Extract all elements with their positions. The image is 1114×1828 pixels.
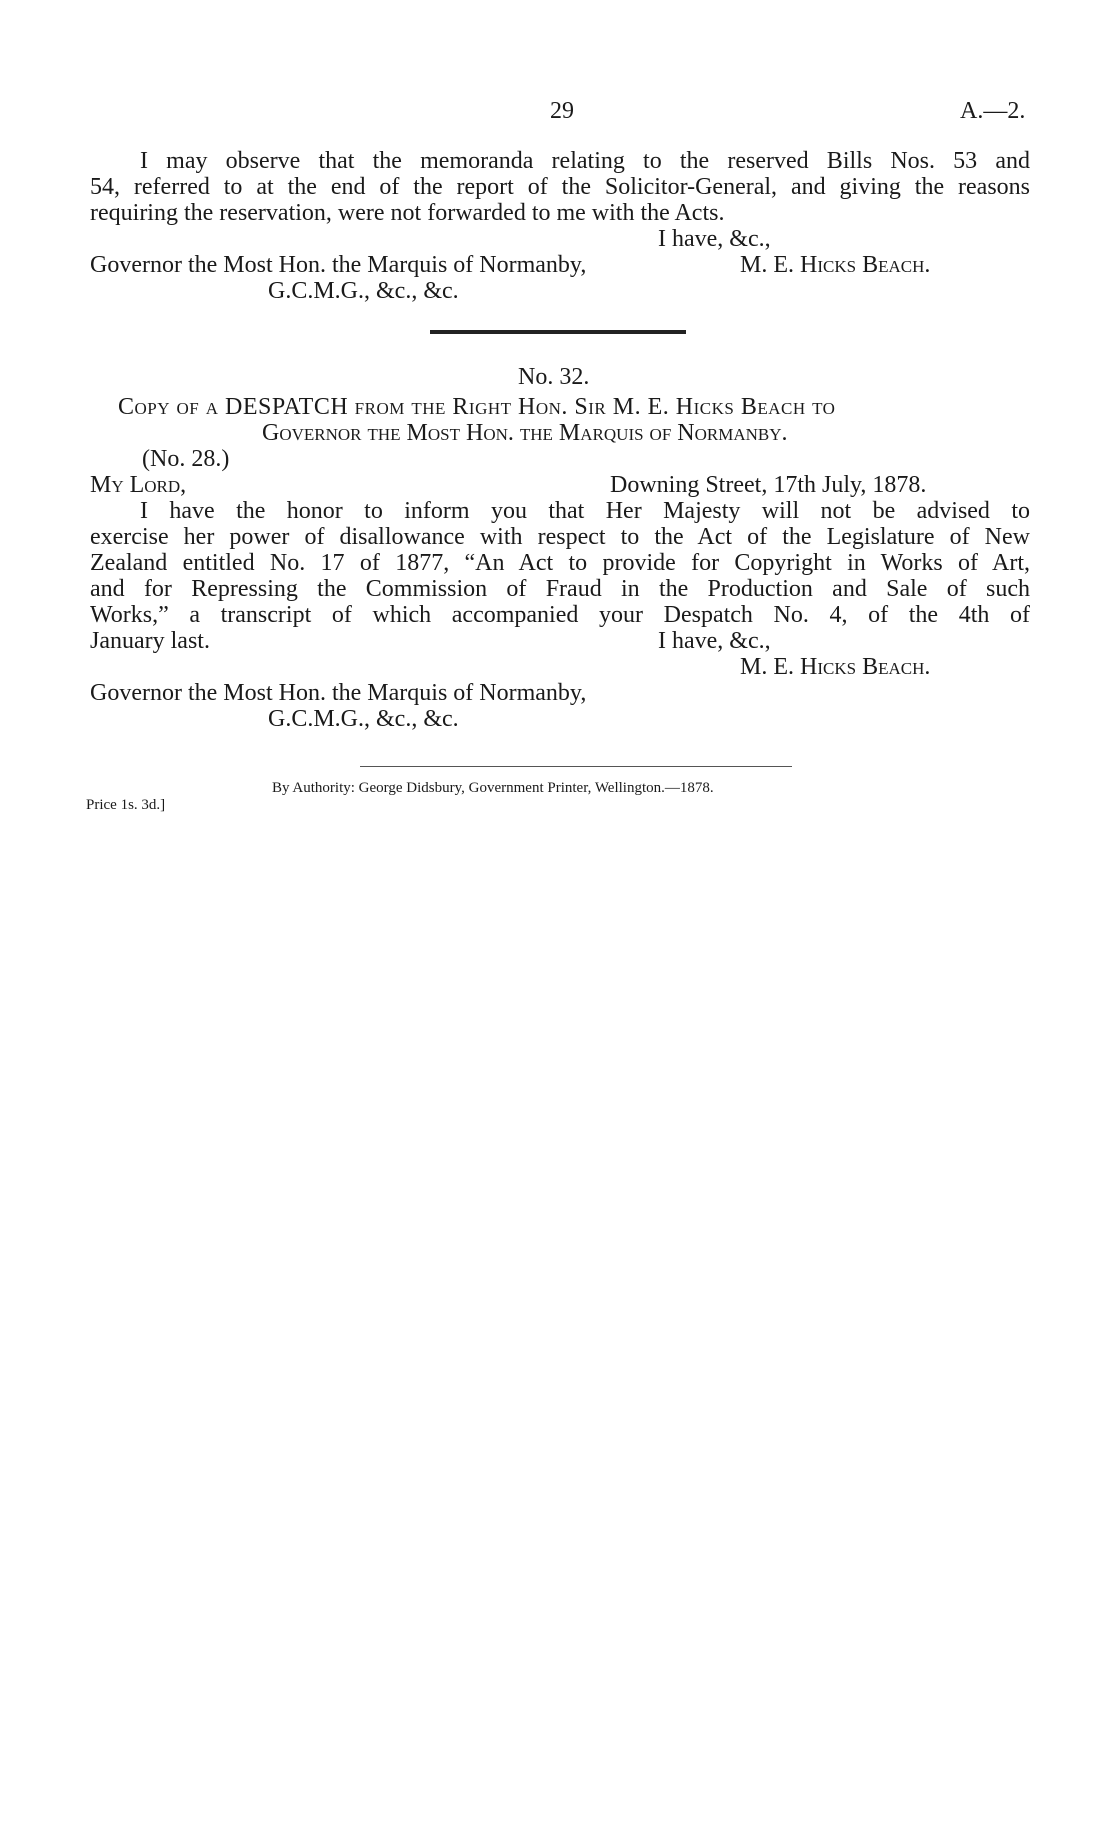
paragraph-line: 54, referred to at the end of the report of the Solicitor-General, and giving the reasons: [90, 174, 1030, 200]
addressee-line: Governor the Most Hon. the Marquis of Normanby,: [90, 252, 587, 278]
signature: M. E. Hicks Beach.: [740, 252, 931, 278]
printer-imprint: By Authority: George Didsbury, Government Printer, Wellington.—1878.: [272, 780, 714, 796]
paragraph-line: and for Repressing the Commission of Fraud in the Production and Sale of such: [90, 576, 1030, 602]
paragraph-line: requiring the reservation, were not forwarded to me with the Acts.: [90, 200, 725, 226]
paragraph-line: I may observe that the memoranda relating to the reserved Bills Nos. 53 and: [140, 148, 1030, 174]
price: Price 1s. 3d.]: [86, 797, 166, 813]
addressee-line: Governor the Most Hon. the Marquis of Normanby,: [90, 680, 587, 706]
salutation: My Lord,: [90, 472, 187, 498]
paragraph-line: January last.: [90, 628, 210, 654]
despatch-title: Governor the Most Hon. the Marquis of Normanby.: [262, 420, 788, 446]
date-line: Downing Street, 17th July, 1878.: [610, 472, 927, 498]
addressee-line: G.C.M.G., &c., &c.: [268, 278, 459, 304]
paragraph-line: I have the honor to inform you that Her Majesty will not be advised to: [140, 498, 1030, 524]
closing: I have, &c.,: [658, 628, 771, 654]
despatch-title: Copy of a DESPATCH from the Right Hon. Sir M. E. Hicks Beach to: [118, 394, 836, 420]
document-reference: A.—2.: [960, 98, 1026, 124]
paragraph-line: Works,” a transcript of which accompanied your Despatch No. 4, of the 4th of: [90, 602, 1030, 628]
section-divider: [430, 330, 686, 334]
paragraph-line: Zealand entitled No. 17 of 1877, “An Act to provide for Copyright in Works of Art,: [90, 550, 1030, 576]
despatch-number: No. 32.: [518, 364, 590, 390]
footer-rule: [360, 766, 792, 767]
closing: I have, &c.,: [658, 226, 771, 252]
signature: M. E. Hicks Beach.: [740, 654, 931, 680]
despatch-ref: (No. 28.): [142, 446, 230, 472]
addressee-line: G.C.M.G., &c., &c.: [268, 706, 459, 732]
page-number: 29: [550, 98, 574, 124]
paragraph-line: exercise her power of disallowance with respect to the Act of the Legislature of New: [90, 524, 1030, 550]
